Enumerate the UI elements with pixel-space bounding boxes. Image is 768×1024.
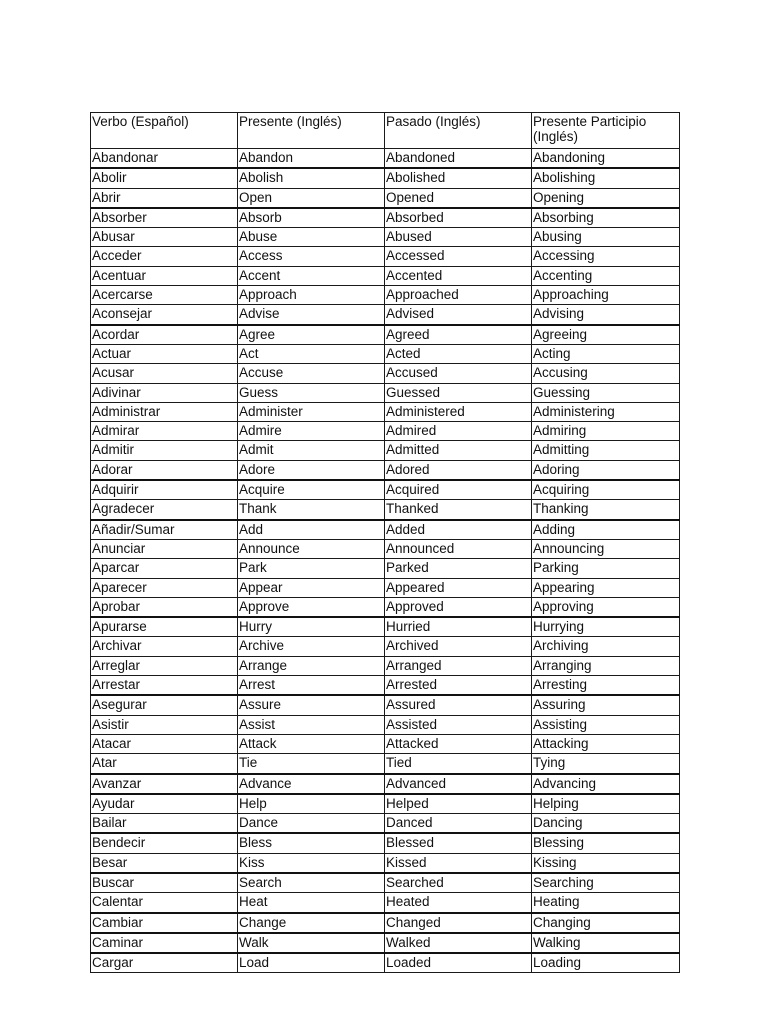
cell-past-english: Abused [385, 228, 532, 247]
cell-present-participle: Kissing [532, 853, 680, 873]
cell-spanish-verb: Abandonar [91, 149, 238, 169]
cell-spanish-verb: Caminar [91, 933, 238, 953]
cell-present-english: Approve [238, 597, 385, 617]
cell-past-english: Acted [385, 344, 532, 363]
cell-past-english: Arrested [385, 676, 532, 696]
cell-present-participle: Adoring [532, 460, 680, 480]
table-row [91, 754, 680, 774]
cell-present-english: Admire [238, 422, 385, 441]
cell-past-english: Opened [385, 188, 532, 208]
cell-present-english: Accent [238, 266, 385, 285]
cell-spanish-verb: Adquirir [91, 480, 238, 500]
table-row [91, 734, 680, 753]
cell-spanish-verb: Agradecer [91, 500, 238, 520]
cell-past-english: Approved [385, 597, 532, 617]
table-row [91, 286, 680, 305]
cell-present-participle: Accenting [532, 266, 680, 285]
cell-past-english: Tied [385, 754, 532, 774]
cell-spanish-verb: Aparecer [91, 578, 238, 597]
cell-present-participle: Thanking [532, 500, 680, 520]
table-row [91, 953, 680, 973]
cell-present-english: Bless [238, 833, 385, 853]
cell-spanish-verb: Admirar [91, 422, 238, 441]
cell-present-participle: Acquiring [532, 480, 680, 500]
cell-present-participle: Administering [532, 402, 680, 421]
table-row [91, 383, 680, 402]
cell-past-english: Accented [385, 266, 532, 285]
cell-present-participle: Arranging [532, 656, 680, 675]
header-spanish-verb: Verbo (Español) [91, 113, 238, 149]
table-row [91, 364, 680, 383]
cell-present-participle: Advising [532, 305, 680, 325]
cell-past-english: Heated [385, 893, 532, 913]
cell-present-english: Admit [238, 441, 385, 460]
cell-spanish-verb: Acusar [91, 364, 238, 383]
table-row [91, 208, 680, 228]
cell-present-english: Attack [238, 734, 385, 753]
cell-spanish-verb: Aprobar [91, 597, 238, 617]
table-row [91, 460, 680, 480]
cell-present-english: Arrest [238, 676, 385, 696]
cell-spanish-verb: Asegurar [91, 695, 238, 715]
cell-spanish-verb: Acceder [91, 247, 238, 266]
cell-present-participle: Opening [532, 188, 680, 208]
cell-spanish-verb: Buscar [91, 873, 238, 893]
cell-present-english: Park [238, 559, 385, 578]
cell-spanish-verb: Besar [91, 853, 238, 873]
cell-past-english: Attacked [385, 734, 532, 753]
cell-spanish-verb: Arrestar [91, 676, 238, 696]
cell-spanish-verb: Cargar [91, 953, 238, 973]
cell-present-participle: Abandoning [532, 149, 680, 169]
cell-present-english: Guess [238, 383, 385, 402]
cell-spanish-verb: Ayudar [91, 794, 238, 814]
cell-present-participle: Accessing [532, 247, 680, 266]
cell-past-english: Agreed [385, 325, 532, 345]
cell-spanish-verb: Abrir [91, 188, 238, 208]
cell-present-participle: Approaching [532, 286, 680, 305]
cell-past-english: Arranged [385, 656, 532, 675]
cell-past-english: Assisted [385, 715, 532, 734]
cell-past-english: Admitted [385, 441, 532, 460]
cell-present-english: Search [238, 873, 385, 893]
cell-present-participle: Attacking [532, 734, 680, 753]
cell-past-english: Parked [385, 559, 532, 578]
cell-present-english: Load [238, 953, 385, 973]
cell-present-english: Help [238, 794, 385, 814]
cell-spanish-verb: Apurarse [91, 617, 238, 637]
cell-spanish-verb: Aparcar [91, 559, 238, 578]
header-present-participle-english: Presente Participio (Inglés) [532, 113, 680, 149]
cell-spanish-verb: Acercarse [91, 286, 238, 305]
cell-present-english: Abuse [238, 228, 385, 247]
table-row [91, 933, 680, 953]
cell-present-participle: Advancing [532, 774, 680, 794]
table-row [91, 344, 680, 363]
cell-present-participle: Absorbing [532, 208, 680, 228]
cell-spanish-verb: Absorber [91, 208, 238, 228]
cell-spanish-verb: Bailar [91, 814, 238, 834]
cell-spanish-verb: Adivinar [91, 383, 238, 402]
cell-present-participle: Blessing [532, 833, 680, 853]
cell-spanish-verb: Avanzar [91, 774, 238, 794]
cell-present-participle: Parking [532, 559, 680, 578]
cell-past-english: Thanked [385, 500, 532, 520]
cell-spanish-verb: Abolir [91, 168, 238, 188]
cell-past-english: Accessed [385, 247, 532, 266]
cell-present-english: Hurry [238, 617, 385, 637]
table-body [91, 149, 680, 973]
cell-past-english: Accused [385, 364, 532, 383]
table-row [91, 873, 680, 893]
cell-present-participle: Accusing [532, 364, 680, 383]
table-row [91, 266, 680, 285]
cell-present-english: Abolish [238, 168, 385, 188]
cell-spanish-verb: Acentuar [91, 266, 238, 285]
cell-present-participle: Admiring [532, 422, 680, 441]
cell-present-participle: Agreeing [532, 325, 680, 345]
cell-present-participle: Assuring [532, 695, 680, 715]
table-row [91, 853, 680, 873]
cell-spanish-verb: Asistir [91, 715, 238, 734]
cell-spanish-verb: Adorar [91, 460, 238, 480]
table-row [91, 676, 680, 696]
cell-past-english: Hurried [385, 617, 532, 637]
cell-present-participle: Approving [532, 597, 680, 617]
cell-past-english: Archived [385, 637, 532, 656]
table-row [91, 656, 680, 675]
cell-present-english: Advance [238, 774, 385, 794]
cell-present-english: Thank [238, 500, 385, 520]
cell-present-english: Tie [238, 754, 385, 774]
cell-past-english: Approached [385, 286, 532, 305]
cell-present-english: Administer [238, 402, 385, 421]
cell-past-english: Abandoned [385, 149, 532, 169]
cell-present-participle: Dancing [532, 814, 680, 834]
table-row [91, 168, 680, 188]
cell-present-english: Appear [238, 578, 385, 597]
cell-spanish-verb: Admitir [91, 441, 238, 460]
cell-past-english: Administered [385, 402, 532, 421]
cell-past-english: Admired [385, 422, 532, 441]
cell-present-english: Acquire [238, 480, 385, 500]
cell-present-english: Access [238, 247, 385, 266]
cell-spanish-verb: Archivar [91, 637, 238, 656]
cell-present-participle: Acting [532, 344, 680, 363]
cell-present-english: Change [238, 913, 385, 933]
table-row [91, 188, 680, 208]
cell-spanish-verb: Anunciar [91, 539, 238, 558]
cell-past-english: Kissed [385, 853, 532, 873]
table-row [91, 695, 680, 715]
table-row [91, 774, 680, 794]
cell-spanish-verb: Aconsejar [91, 305, 238, 325]
cell-past-english: Advanced [385, 774, 532, 794]
cell-spanish-verb: Actuar [91, 344, 238, 363]
cell-present-participle: Guessing [532, 383, 680, 402]
cell-present-participle: Hurrying [532, 617, 680, 637]
cell-present-participle: Loading [532, 953, 680, 973]
cell-past-english: Changed [385, 913, 532, 933]
header-present-english: Presente (Inglés) [238, 113, 385, 149]
cell-present-english: Assist [238, 715, 385, 734]
cell-present-english: Announce [238, 539, 385, 558]
cell-past-english: Added [385, 520, 532, 540]
cell-present-participle: Abolishing [532, 168, 680, 188]
table-row [91, 149, 680, 169]
cell-spanish-verb: Administrar [91, 402, 238, 421]
table-row [91, 539, 680, 558]
table-row [91, 247, 680, 266]
cell-present-participle: Appearing [532, 578, 680, 597]
cell-present-participle: Admitting [532, 441, 680, 460]
cell-present-english: Add [238, 520, 385, 540]
cell-present-english: Agree [238, 325, 385, 345]
table-row [91, 441, 680, 460]
table-row [91, 422, 680, 441]
table-row [91, 833, 680, 853]
cell-present-participle: Tying [532, 754, 680, 774]
cell-past-english: Advised [385, 305, 532, 325]
table-row [91, 814, 680, 834]
cell-present-english: Accuse [238, 364, 385, 383]
cell-present-participle: Adding [532, 520, 680, 540]
table-row [91, 794, 680, 814]
cell-present-english: Absorb [238, 208, 385, 228]
cell-spanish-verb: Calentar [91, 893, 238, 913]
cell-past-english: Guessed [385, 383, 532, 402]
table-row [91, 402, 680, 421]
cell-present-english: Kiss [238, 853, 385, 873]
cell-present-english: Assure [238, 695, 385, 715]
cell-spanish-verb: Arreglar [91, 656, 238, 675]
cell-past-english: Helped [385, 794, 532, 814]
cell-spanish-verb: Cambiar [91, 913, 238, 933]
cell-present-english: Abandon [238, 149, 385, 169]
cell-past-english: Adored [385, 460, 532, 480]
table-row [91, 893, 680, 913]
cell-present-participle: Searching [532, 873, 680, 893]
table-row [91, 578, 680, 597]
cell-past-english: Abolished [385, 168, 532, 188]
cell-past-english: Announced [385, 539, 532, 558]
table-row [91, 480, 680, 500]
table-row [91, 305, 680, 325]
header-past-english: Pasado (Inglés) [385, 113, 532, 149]
cell-spanish-verb: Abusar [91, 228, 238, 247]
cell-past-english: Assured [385, 695, 532, 715]
cell-spanish-verb: Atar [91, 754, 238, 774]
cell-present-participle: Archiving [532, 637, 680, 656]
cell-past-english: Absorbed [385, 208, 532, 228]
table-row [91, 559, 680, 578]
cell-present-english: Heat [238, 893, 385, 913]
cell-past-english: Loaded [385, 953, 532, 973]
table-header-row [91, 113, 680, 149]
cell-past-english: Searched [385, 873, 532, 893]
cell-present-participle: Changing [532, 913, 680, 933]
cell-spanish-verb: Añadir/Sumar [91, 520, 238, 540]
cell-spanish-verb: Acordar [91, 325, 238, 345]
table-row [91, 617, 680, 637]
cell-present-participle: Assisting [532, 715, 680, 734]
cell-present-english: Approach [238, 286, 385, 305]
cell-spanish-verb: Bendecir [91, 833, 238, 853]
cell-past-english: Walked [385, 933, 532, 953]
cell-present-participle: Arresting [532, 676, 680, 696]
cell-present-english: Advise [238, 305, 385, 325]
table-row [91, 228, 680, 247]
cell-present-participle: Helping [532, 794, 680, 814]
cell-past-english: Acquired [385, 480, 532, 500]
cell-present-english: Archive [238, 637, 385, 656]
cell-present-english: Open [238, 188, 385, 208]
cell-present-english: Adore [238, 460, 385, 480]
cell-present-english: Arrange [238, 656, 385, 675]
table-row [91, 715, 680, 734]
cell-present-english: Dance [238, 814, 385, 834]
cell-past-english: Blessed [385, 833, 532, 853]
table-row [91, 597, 680, 617]
table-row [91, 637, 680, 656]
cell-present-english: Act [238, 344, 385, 363]
cell-present-participle: Heating [532, 893, 680, 913]
verb-conjugation-table [90, 112, 680, 973]
table-row [91, 325, 680, 345]
cell-past-english: Danced [385, 814, 532, 834]
cell-present-participle: Walking [532, 933, 680, 953]
cell-past-english: Appeared [385, 578, 532, 597]
cell-present-participle: Announcing [532, 539, 680, 558]
cell-present-participle: Abusing [532, 228, 680, 247]
table-row [91, 520, 680, 540]
cell-spanish-verb: Atacar [91, 734, 238, 753]
table-row [91, 500, 680, 520]
cell-present-english: Walk [238, 933, 385, 953]
table-row [91, 913, 680, 933]
